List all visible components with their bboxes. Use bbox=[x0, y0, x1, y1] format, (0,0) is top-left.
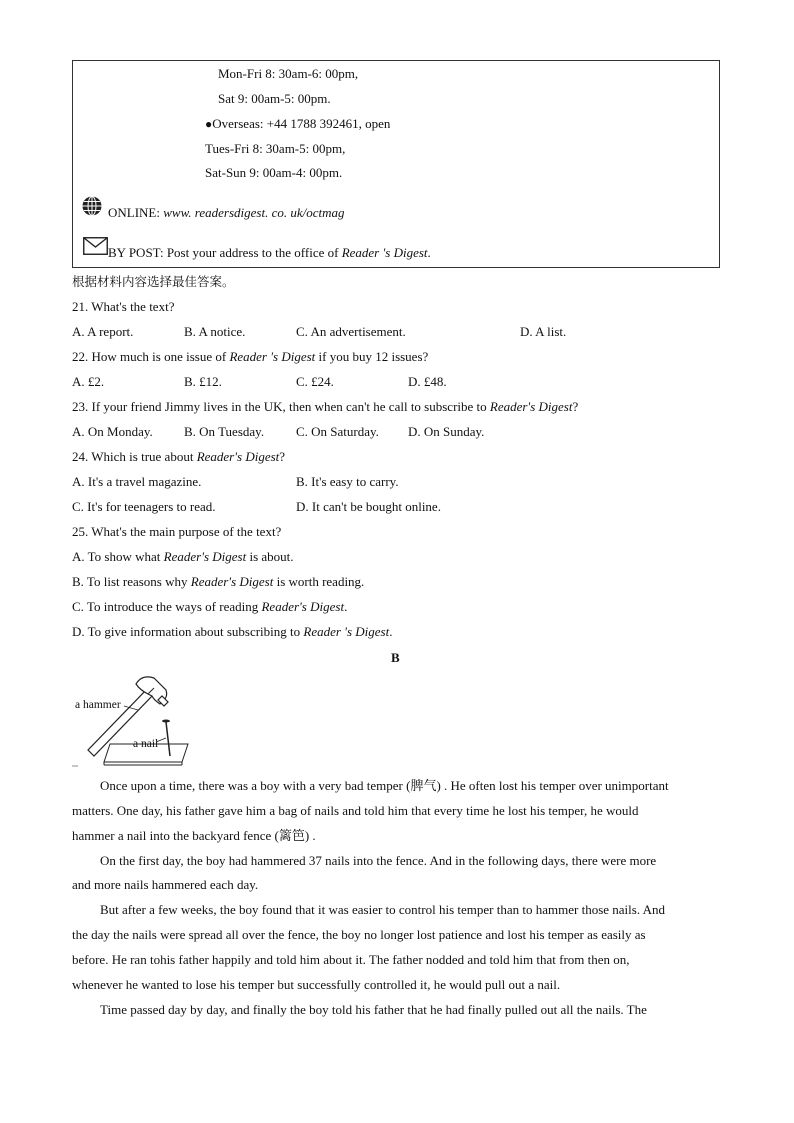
q23-stem-mag: Reader's Digest bbox=[489, 399, 573, 414]
post-magazine: Reader 's Digest bbox=[341, 245, 428, 260]
story-p3-line3: before. He ran tohis father happily and told him about it. The father nodded and told him that from then on, bbox=[72, 952, 630, 967]
q23-option-d: D. On Sunday. bbox=[408, 424, 485, 439]
q22-stem-pre: 22. How much is one issue of bbox=[72, 349, 230, 364]
section-b-heading: B bbox=[391, 650, 400, 665]
q24-option-c: C. It's for teenagers to read. bbox=[72, 499, 216, 514]
q22-stem-mag: Reader 's Digest bbox=[229, 349, 316, 364]
uk-phone-weekday-hours: Mon-Fri 8: 30am-6: 00pm, bbox=[218, 66, 359, 81]
q23-stem-post: ? bbox=[572, 399, 579, 414]
story-p3-line4: whenever he wanted to lose his temper but successfully controlled it, he would pull out a nail. bbox=[72, 977, 561, 992]
bullet-icon: ● bbox=[205, 117, 213, 131]
story-p1-line1: Once upon a time, there was a boy with a very bad temper (脾气) . He often lost his temper over unimportant bbox=[100, 778, 669, 793]
post-text: BY POST: Post your address to the office of bbox=[108, 245, 342, 260]
globe-icon bbox=[81, 195, 103, 217]
q22-option-d: D. £48. bbox=[408, 374, 447, 389]
q23-option-a: A. On Monday. bbox=[72, 424, 153, 439]
overseas-phone bbox=[205, 116, 390, 132]
online-order-line bbox=[108, 205, 345, 221]
q21-option-d: D. A list. bbox=[520, 324, 567, 339]
q25-option-d bbox=[72, 624, 392, 640]
hammer-nail-illustration bbox=[70, 672, 195, 772]
q22-option-b: B. £12. bbox=[184, 374, 222, 389]
subscription-info-box bbox=[72, 60, 720, 268]
story-p2-line2: and more nails hammered each day. bbox=[72, 877, 259, 892]
q23-stem-pre: 23. If your friend Jimmy lives in the UK, then when can't he call to subscribe to bbox=[72, 399, 490, 414]
q25-a-mag: Reader's Digest bbox=[163, 549, 247, 564]
question-25-stem: 25. What's the main purpose of the text? bbox=[72, 524, 282, 539]
question-22-stem bbox=[72, 349, 428, 365]
q24-stem-pre: 24. Which is true about bbox=[72, 449, 197, 464]
q25-c-mag: Reader's Digest bbox=[261, 599, 345, 614]
q25-d-pre: D. To give information about subscribing to bbox=[72, 624, 304, 639]
q25-a-post: is about. bbox=[246, 549, 294, 564]
q23-option-b: B. On Tuesday. bbox=[184, 424, 265, 439]
question-23-stem bbox=[72, 399, 578, 415]
story-p1-line3: hammer a nail into the backyard fence (篱笆) . bbox=[72, 828, 316, 843]
overseas-weekday-hours: Tues-Fri 8: 30am-5: 00pm, bbox=[205, 141, 346, 156]
nail-label: a nail bbox=[133, 738, 159, 750]
hammer-label: a hammer bbox=[75, 699, 121, 711]
q22-stem-post: if you buy 12 issues? bbox=[315, 349, 429, 364]
q25-option-c bbox=[72, 599, 347, 615]
q23-option-c: C. On Saturday. bbox=[296, 424, 379, 439]
overseas-weekend-hours: Sat-Sun 9: 00am-4: 00pm. bbox=[205, 165, 343, 180]
envelope-icon bbox=[83, 237, 108, 255]
q25-option-a bbox=[72, 549, 294, 565]
q24-stem-mag: Reader's Digest bbox=[196, 449, 280, 464]
q21-option-a: A. A report. bbox=[72, 324, 134, 339]
q21-option-b: B. A notice. bbox=[184, 324, 246, 339]
q25-d-post: . bbox=[389, 624, 393, 639]
uk-phone-saturday-hours: Sat 9: 00am-5: 00pm. bbox=[218, 91, 331, 106]
q25-c-post: . bbox=[344, 599, 348, 614]
q25-b-pre: B. To list reasons why bbox=[72, 574, 191, 589]
q25-b-mag: Reader's Digest bbox=[190, 574, 274, 589]
q24-option-b: B. It's easy to carry. bbox=[296, 474, 399, 489]
q24-stem-post: ? bbox=[279, 449, 286, 464]
story-p1-line2: matters. One day, his father gave him a bag of nails and told him that every time he lost his temper, he would bbox=[72, 803, 639, 818]
story-p2-line1: On the first day, the boy had hammered 37 nails into the fence. And in the following days, there were more bbox=[100, 853, 657, 868]
online-label: ONLINE: bbox=[108, 205, 164, 220]
q25-b-post: is worth reading. bbox=[273, 574, 365, 589]
q25-d-mag: Reader 's Digest bbox=[303, 624, 390, 639]
post-order-line bbox=[108, 245, 431, 261]
q22-option-a: A. £2. bbox=[72, 374, 105, 389]
q25-c-pre: C. To introduce the ways of reading bbox=[72, 599, 262, 614]
question-21-stem: 21. What's the text? bbox=[72, 299, 175, 314]
post-end: . bbox=[427, 245, 431, 260]
question-24-stem bbox=[72, 449, 285, 465]
q24-option-a: A. It's a travel magazine. bbox=[72, 474, 202, 489]
instruction: 根据材料内容选择最佳答案。 bbox=[72, 274, 235, 289]
story-p3-line2: the day the nails were spread all over the fence, the boy no longer lost patience and lost his temper as easily as bbox=[72, 927, 646, 942]
story-p4-line1: Time passed day by day, and finally the boy told his father that he had finally pulled out all the nails. The bbox=[100, 1002, 647, 1017]
story-p3-line1: But after a few weeks, the boy found that it was easier to control his temper than to hammer those nails. And bbox=[100, 902, 665, 917]
overseas-phone-label: Overseas: +44 1788 392461, open bbox=[212, 116, 391, 131]
q24-option-d: D. It can't be bought online. bbox=[296, 499, 441, 514]
q22-option-c: C. £24. bbox=[296, 374, 334, 389]
q25-a-pre: A. To show what bbox=[72, 549, 164, 564]
q25-option-b bbox=[72, 574, 364, 590]
q21-option-c: C. An advertisement. bbox=[296, 324, 406, 339]
online-url: www. readersdigest. co. uk/octmag bbox=[163, 205, 345, 220]
